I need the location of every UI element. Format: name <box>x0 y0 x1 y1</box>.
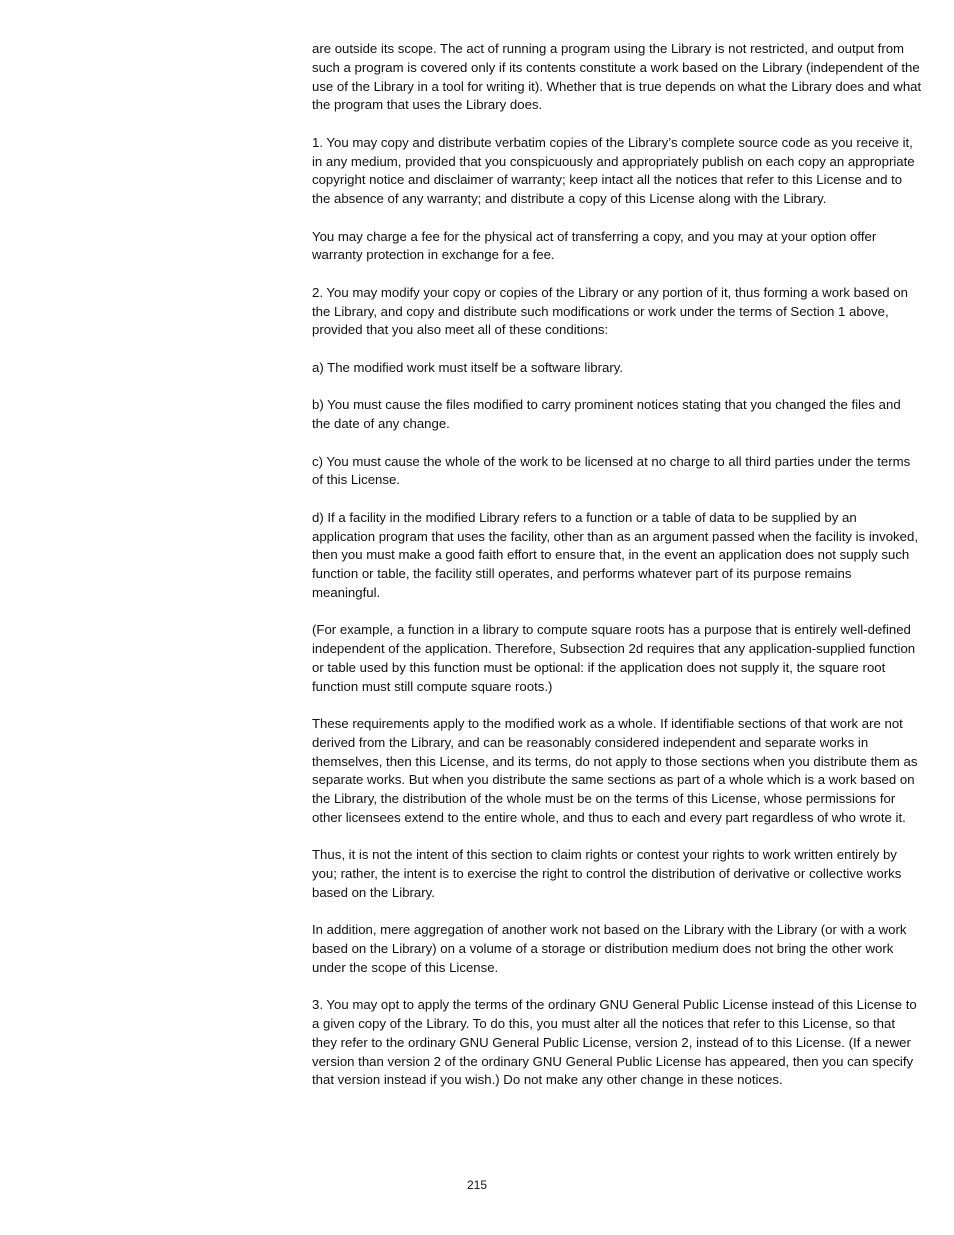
paragraph-condition-b: b) You must cause the files modified to carry prominent notices stating that you changed the files and the date of any change. <box>312 397 901 431</box>
page-number: 215 <box>466 1178 488 1192</box>
paragraph-condition-a: a) The modified work must itself be a software library. <box>312 359 623 375</box>
paragraph-section-1: 1. You may copy and distribute verbatim copies of the Library’s complete source code as you receive it, in any medium, provided that you conspicuously and appropriately publish on each copy an appropriate copyright notice and disclaimer of warranty; keep intact all the notices that refer to this License and to the absence of any warranty; and distribute a copy of this License along with the Library. <box>312 134 915 206</box>
paragraph-condition-c: c) You must cause the whole of the work to be licensed at no charge to all third parties under the terms of this License. <box>312 453 911 488</box>
paragraph-scope: are outside its scope. The act of running a program using the Library is not restricted, and output from such a program is covered only if its contents constitute a work based on the Library (independent of the use of the Library in a tool for writing it). Whether that is true depends on what the Library does and what the program that uses the Library does. <box>312 41 922 113</box>
license-text-body <box>312 40 922 1109</box>
paragraph-condition-d: d) If a facility in the modified Library refers to a function or a table of data to be supplied by an application program that uses the facility, other than as an argument passed when the facility is invoked, then you must make a good faith effort to ensure that, in the event an application does not supply such function or table, the facility still operates, and performs whatever part of its purpose remains meaningful. <box>312 509 918 600</box>
paragraph-example: (For example, a function in a library to compute square roots has a purpose that is entirely well-defined independent of the application. Therefore, Subsection 2d requires that any application-supplied function or table used by this function must be optional: if the application does not supply it, the square root function must still compute square roots.) <box>312 622 916 694</box>
paragraph-fee: You may charge a fee for the physical act of transferring a copy, and you may at your option offer warranty protection in exchange for a fee. <box>312 228 877 263</box>
paragraph-requirements: These requirements apply to the modified work as a whole. If identifiable sections of that work are not derived from the Library, and can be reasonably considered independent and separate works in themselves, then this License, and its terms, do not apply to those sections when you distribute them as separate works. But when you distribute the same sections as part of a whole which is a work based on the Library, the distribution of the whole must be on the terms of this License, whose permissions for other licensees extend to the entire whole, and thus to each and every part regardless of who wrote it. <box>312 716 918 825</box>
paragraph-section-2: 2. You may modify your copy or copies of the Library or any portion of it, thus forming a work based on the Library, and copy and distribute such modifications or work under the terms of Section 1 above, provided that you also meet all of these conditions: <box>312 284 908 338</box>
paragraph-aggregation: In addition, mere aggregation of another work not based on the Library with the Library (or with a work based on the Library) on a volume of a storage or distribution medium does not bring the other work under the scope of this License. <box>312 922 907 975</box>
paragraph-section-3: 3. You may opt to apply the terms of the ordinary GNU General Public License instead of this License to a given copy of the Library. To do this, you must alter all the notices that refer to this License, so that they refer to the ordinary GNU General Public License, version 2, instead of to this License. (If a newer version than version 2 of the ordinary GNU General Public License has appeared, then you can specify that version instead if you wish.) Do not make any other change in these notices. <box>312 997 917 1088</box>
paragraph-intent: Thus, it is not the intent of this section to claim rights or contest your rights to work written entirely by you; rather, the intent is to exercise the right to control the distribution of derivative or collective works based on the Library. <box>312 847 902 900</box>
